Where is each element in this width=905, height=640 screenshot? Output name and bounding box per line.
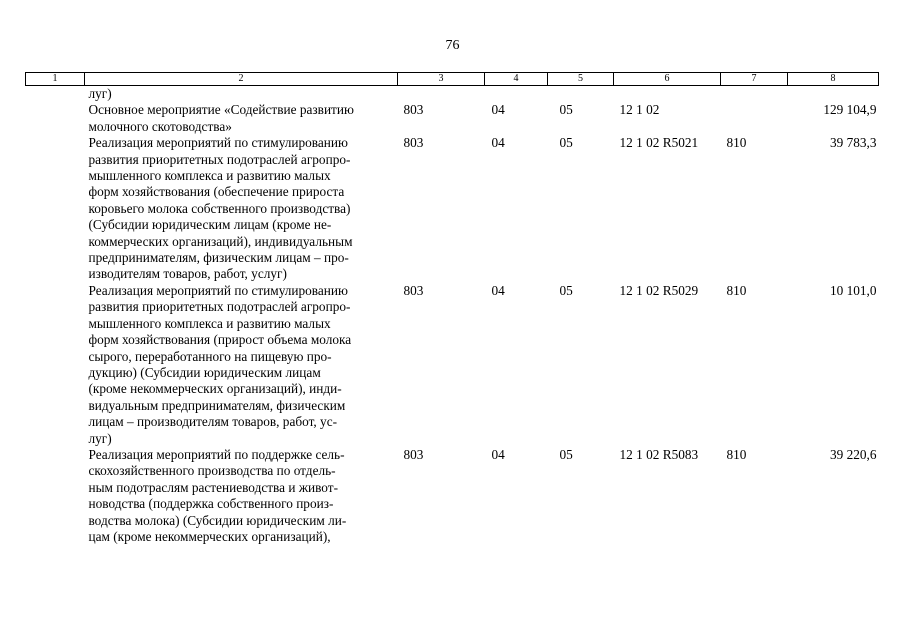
ministry-code-cell — [398, 86, 485, 103]
target-article-cell — [614, 86, 721, 103]
expense-type-cell: 810 — [726, 282, 747, 298]
ministry-code-cell: 803 — [403, 282, 424, 298]
col-header-5: 5 — [548, 73, 614, 86]
amount-cell: 10 101,0 — [829, 282, 877, 298]
item-name-line: цам (кроме некоммерческих организаций), — [88, 528, 331, 544]
ministry-code-cell: 803 — [403, 102, 424, 118]
row-index-cell — [26, 135, 85, 283]
expense-type-cell — [721, 86, 788, 103]
item-name-line: Основное мероприятие «Содействие развитию — [88, 102, 354, 118]
section-code-cell: 04 — [491, 446, 505, 462]
item-name-line: Реализация мероприятий по стимулированию — [88, 135, 348, 151]
table-row — [26, 86, 879, 103]
item-name-line: луг) — [88, 430, 112, 446]
row-index-cell — [26, 447, 85, 545]
row-index-cell — [26, 102, 85, 135]
item-name-line: новодства (поддержка собственного произ- — [88, 496, 334, 512]
col-header-6: 6 — [614, 73, 721, 86]
ministry-code-cell: 803 — [403, 135, 424, 151]
col-header-3: 3 — [398, 73, 485, 86]
target-article-cell: 12 1 02 R5029 — [619, 282, 699, 298]
column-number-row — [26, 73, 879, 86]
item-name-line: развития приоритетных подотраслей агропро- — [88, 151, 351, 167]
expense-type-cell: 810 — [726, 446, 747, 462]
item-name-cell — [85, 135, 398, 283]
item-name-line: (Субсидии юридическим лицам (кроме не- — [88, 217, 332, 233]
ministry-code-cell: 803 — [403, 446, 424, 462]
item-name-line: молочного скотоводства» — [88, 118, 232, 134]
item-name-cell — [85, 447, 398, 545]
amount-cell: 39 783,3 — [829, 135, 877, 151]
page-number: 76 — [445, 38, 460, 53]
item-name-line: коммерческих организаций), индивидуальным — [88, 233, 353, 249]
table-row — [26, 102, 879, 135]
col-header-4: 4 — [485, 73, 548, 86]
item-name-line: видуальным предпринимателям, физическим — [88, 397, 346, 413]
item-name-line: сырого, переработанного на пищевую про- — [88, 348, 332, 364]
item-name-line: дукцию) (Субсидии юридическим лицам — [88, 364, 321, 380]
section-code-cell: 04 — [491, 102, 505, 118]
item-name-line: предпринимателям, физическим лицам – про- — [88, 250, 349, 266]
item-name-line: развития приоритетных подотраслей агропро- — [88, 299, 351, 315]
row-index-cell — [26, 86, 85, 103]
budget-table — [25, 72, 879, 545]
subsection-code-cell: 05 — [559, 446, 573, 462]
table-row — [26, 283, 879, 447]
item-name-cell — [85, 86, 398, 103]
item-name-line: форм хозяйствования (обеспечение прироста — [88, 184, 345, 200]
row-index-cell — [26, 283, 85, 447]
item-name-line: водства молока) (Субсидии юридическим ли- — [88, 512, 347, 528]
item-name-line: мышленного комплекса и развитию малых — [88, 168, 331, 184]
item-name-line: лицам – производителям товаров, работ, ус- — [88, 414, 338, 430]
table-body — [26, 86, 879, 546]
table-row — [26, 135, 879, 283]
item-name-line: коровьего молока собственного производства) — [88, 200, 351, 216]
item-name-line: (кроме некоммерческих организаций), инди- — [88, 381, 342, 397]
item-name-line: форм хозяйствования (прирост объема молока — [88, 332, 352, 348]
col-header-8: 8 — [788, 73, 879, 86]
col-header-1: 1 — [26, 73, 85, 86]
item-name-line: мышленного комплекса и развитию малых — [88, 315, 331, 331]
subsection-code-cell: 05 — [559, 135, 573, 151]
item-name-cell — [85, 283, 398, 447]
item-name-line: изводителям товаров, работ, услуг) — [88, 266, 287, 282]
target-article-cell: 12 1 02 R5083 — [619, 446, 699, 462]
amount-cell: 39 220,6 — [829, 446, 877, 462]
target-article-cell: 12 1 02 R5021 — [619, 135, 699, 151]
item-name-line: Реализация мероприятий по поддержке сель- — [88, 446, 345, 462]
col-header-7: 7 — [721, 73, 788, 86]
subsection-code-cell: 05 — [559, 102, 573, 118]
subsection-code-cell — [548, 86, 614, 103]
section-code-cell — [485, 86, 548, 103]
section-code-cell: 04 — [491, 135, 505, 151]
amount-cell: 129 104,9 — [823, 102, 877, 118]
section-code-cell: 04 — [491, 282, 505, 298]
target-article-cell: 12 1 02 — [619, 102, 660, 118]
subsection-code-cell: 05 — [559, 282, 573, 298]
amount-cell — [788, 86, 879, 103]
expense-type-cell — [721, 102, 788, 135]
item-name-line: Реализация мероприятий по стимулированию — [88, 282, 348, 298]
col-header-2: 2 — [85, 73, 398, 86]
expense-type-cell: 810 — [726, 135, 747, 151]
item-name-line: луг) — [88, 86, 112, 101]
item-name-line: скохозяйственного производства по отдель- — [88, 463, 336, 479]
item-name-cell — [85, 102, 398, 135]
table-row — [26, 447, 879, 545]
item-name-line: ным подотраслям растениеводства и живот- — [88, 479, 339, 495]
